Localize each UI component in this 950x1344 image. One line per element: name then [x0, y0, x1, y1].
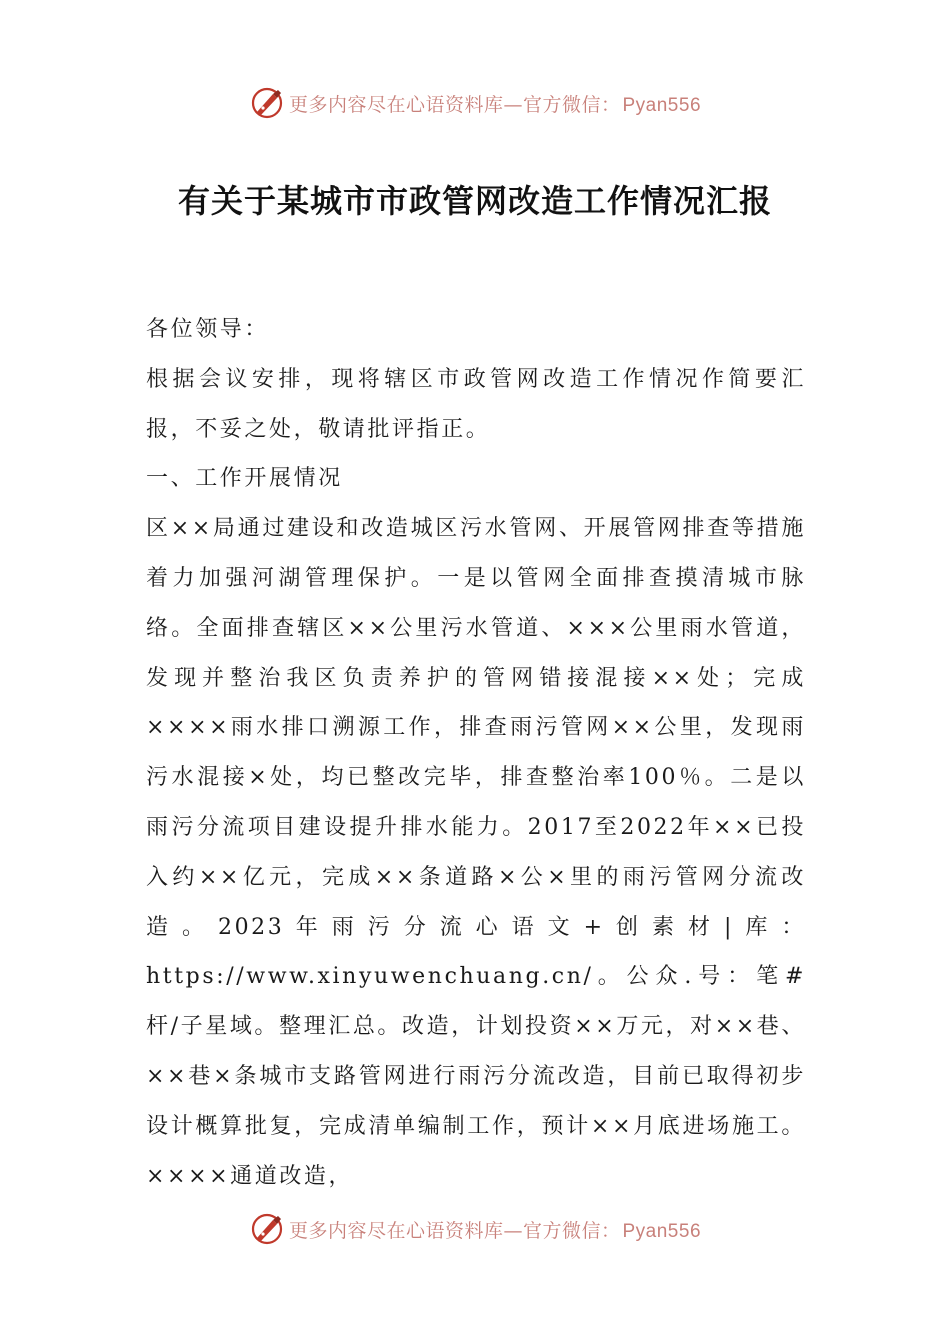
- header-banner: [0, 83, 950, 123]
- pen-nib-logo-icon: [249, 85, 285, 121]
- wechat-id: Pyan556: [622, 94, 702, 116]
- intro-paragraph: 根据会议安排，现将辖区市政管网改造工作情况作简要汇报，不妥之处，敬请批评指正。: [146, 366, 806, 442]
- section-heading: 一、工作开展情况: [146, 466, 343, 492]
- salutation: 各位领导：: [146, 317, 270, 342]
- wechat-id: Pyan556: [622, 1220, 702, 1242]
- banner-text: 更多内容尽在心语资料库—官方微信：: [288, 1219, 621, 1242]
- pen-nib-logo-icon: [249, 1211, 285, 1247]
- footer-banner: [0, 1209, 950, 1249]
- section-paragraph: 区××局通过建设和改造城区污水管网、开展管网排查等措施着力加强河湖管理保护。一是以管网全面排查摸清城市脉络。全面排查辖区××公里污水管道、×××公里雨水管道，发现并整治我区负责养护的管网错接混接××处；完成××××雨水排口溯源工作，排查雨污管网××公里，发现雨污水混接×处，均已整改完毕，排查整治率100％。二是以雨污分流项目建设提升排水能力。2017至2022年××已投入约××亿元，完成××条道路×公×里的雨污管网分流改造。2023年雨污分流心语文+创素材|库：https://www.xinyuwenchuang.cn/。公众.号：笔#杆/子星域。整理汇总。改造，计划投资××万元，对××巷、××巷×条城市支路管网进行雨污分流改造，目前已取得初步设计概算批复，完成清单编制工作，预计××月底进场施工。××××通道改造，: [146, 516, 806, 1189]
- banner-text: 更多内容尽在心语资料库—官方微信：: [288, 93, 621, 116]
- document-body: [146, 305, 806, 1201]
- document-title: 有关于某城市市政管网改造工作情况汇报: [177, 182, 772, 220]
